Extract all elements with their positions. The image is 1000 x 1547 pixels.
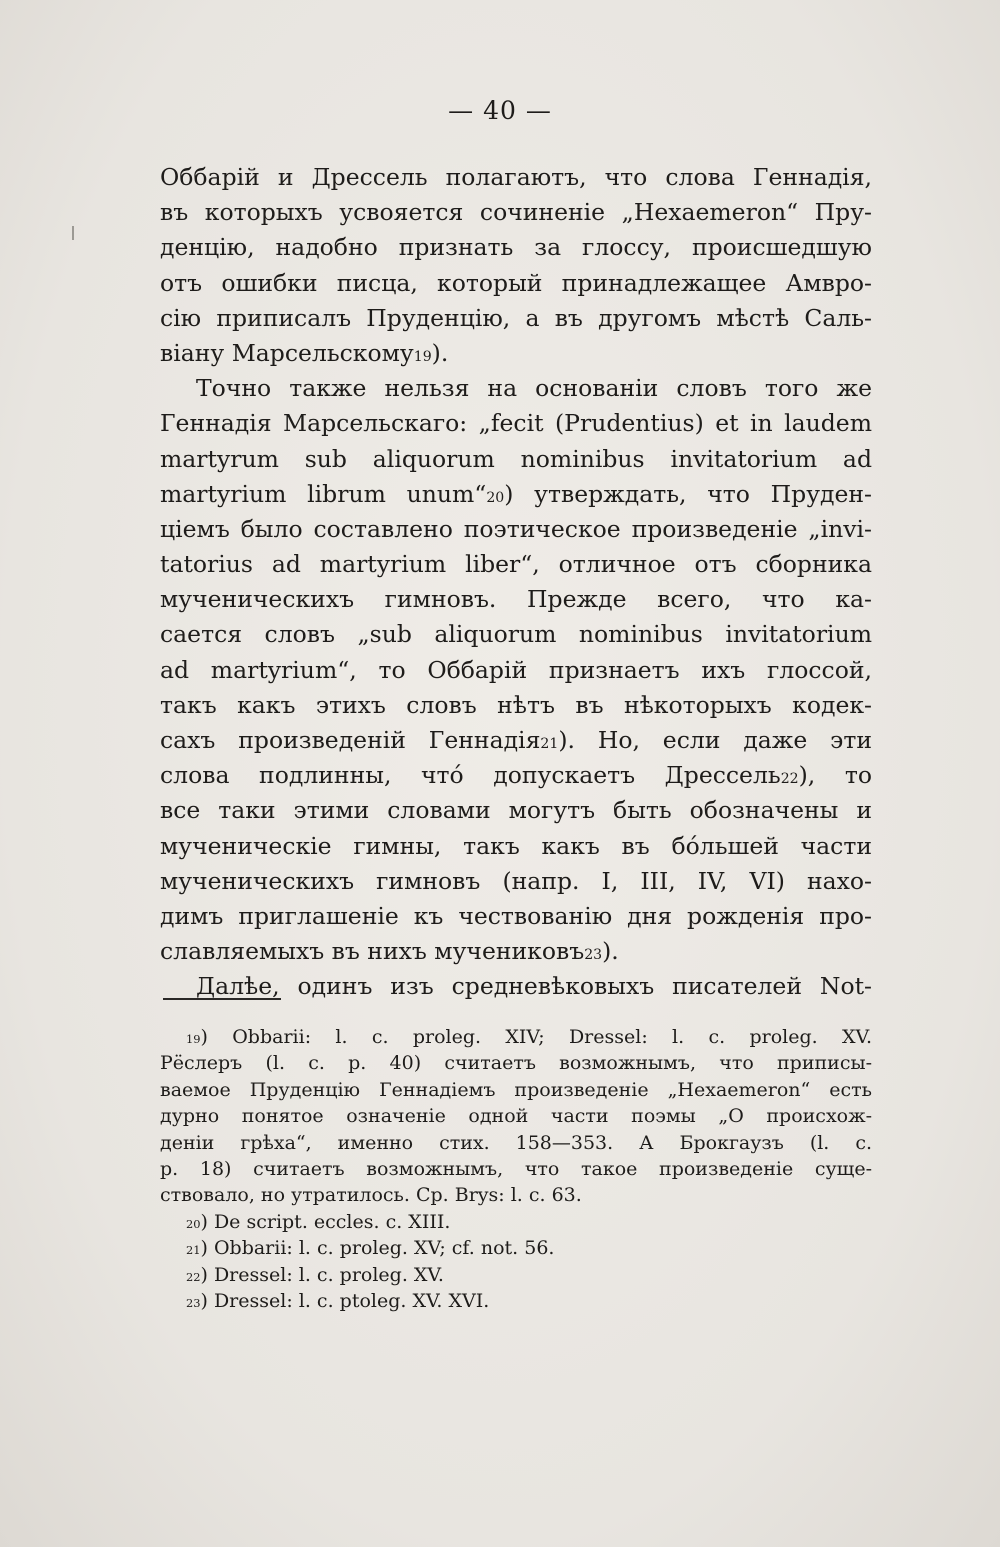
footnote-text: Рёслеръ (l. c. p. 40) считаетъ возможнымъ, что приписы-: [160, 1052, 872, 1075]
footnote-separator: [163, 998, 281, 1000]
text-line: [160, 617, 872, 652]
text-line: [160, 653, 872, 688]
text-line: [160, 547, 872, 582]
text-line-tail: ).: [431, 338, 449, 367]
footnote-line: [160, 1077, 872, 1103]
text-line: [160, 230, 872, 265]
footnote-line: [160, 1235, 872, 1261]
footnote-line: [160, 1182, 872, 1208]
text-line: [160, 195, 872, 230]
footnote-number: 19: [186, 1032, 201, 1046]
footnote-text: дурно понятое означеніе одной части поэмы „О происхож-: [160, 1105, 872, 1128]
footnote-line: [160, 1024, 872, 1050]
text-line-content: димъ приглашеніе къ чествованію дня рожденія про-: [160, 901, 872, 930]
footnote-line: [160, 1209, 872, 1235]
text-line: [160, 899, 872, 934]
text-line: [160, 934, 872, 969]
text-line-content: ціемъ было составлено поэтическое произведеніе „invi-: [160, 514, 872, 543]
margin-mark: [72, 226, 74, 240]
text-line: [160, 758, 872, 793]
text-line-tail: ). Но, если даже эти: [558, 726, 873, 754]
text-line-content: Геннадія Марсельскаго: „fecit (Prudentius) et in laudem: [160, 409, 872, 438]
text-line: [160, 301, 872, 336]
text-line-content: такъ какъ этихъ словъ нѣтъ въ нѣкоторыхъ кодек-: [160, 690, 872, 719]
footnote-line: [160, 1050, 872, 1076]
text-line-content: мученическіе гимны, такъ какъ въ бо́льшей части: [160, 831, 872, 860]
footnote-text: Obbarii: l. c. proleg. XV; cf. not. 56.: [213, 1237, 555, 1260]
footnote-text: Dressel: l. c. ptoleg. XV. XVI.: [213, 1289, 490, 1312]
text-line-content: славляемыхъ въ нихъ мучениковъ: [160, 937, 585, 966]
text-line: [160, 688, 872, 723]
text-line-content: слова подлинны, что́ допускаетъ Дрессель: [160, 761, 781, 790]
text-line-content: Оббарій и Дрессель полагаютъ, что слова Геннадія,: [160, 163, 872, 191]
text-line: [160, 582, 872, 617]
text-line-content: Точно также нельзя на основаніи словъ того же: [196, 374, 872, 403]
footnote-line: [160, 1156, 872, 1182]
footnote-text: ваемое Пруденцію Геннадіемъ произведеніе „Hexaemeron“ есть: [160, 1078, 872, 1101]
footnote-text: De script. eccles. c. XIII.: [213, 1210, 451, 1233]
text-line: [160, 442, 872, 477]
text-line-content: мученическихъ гимновъ. Прежде всего, что ка-: [160, 585, 872, 614]
text-line-content: martyrium librum unum“: [160, 479, 487, 508]
footnote-text: Obbarii: l. c. proleg. XIV; Dressel: l. c. proleg. XV.: [232, 1026, 872, 1048]
text-line-content: сію приписалъ Пруденцію, а въ другомъ мѣстѣ Саль-: [160, 303, 872, 332]
footnote-number: 20: [186, 1216, 201, 1231]
text-line-content: сается словъ „sub aliquorum nominibus invitatorium: [160, 620, 872, 649]
text-line: [160, 793, 872, 828]
text-line-tail: ), то: [798, 761, 872, 790]
footnote-number: 23: [186, 1295, 201, 1310]
footnote-ref: 19: [413, 348, 432, 365]
footnote-text: Dressel: l. c. proleg. XV.: [213, 1263, 444, 1286]
footnote-text: деніи грѣха“, именно стих. 158—353. А Брокгаузъ (l. c.: [160, 1131, 872, 1154]
text-line: [160, 723, 872, 758]
footnote-text: ствовало, но утратилось. Ср. Brys: l. c. 63.: [160, 1184, 582, 1207]
footnotes: [160, 1024, 872, 1314]
footnote-paren: ): [200, 1263, 214, 1286]
page-number: — 40 —: [448, 96, 552, 125]
footnote-paren: ): [200, 1026, 233, 1048]
footnote-ref: 22: [780, 771, 799, 788]
footnote-line: [160, 1103, 872, 1129]
footnote-ref: 21: [540, 736, 559, 752]
footnote-number: 22: [186, 1269, 201, 1284]
text-line-content: денцію, надобно признать за глоссу, происшедшую: [160, 233, 872, 262]
footnote-line: [160, 1262, 872, 1288]
text-line-content: сахъ произведеній Геннадія: [160, 726, 541, 754]
footnote-paren: ): [200, 1210, 214, 1233]
text-line-content: въ которыхъ усвояется сочиненіе „Hexaemeron“ Пру-: [160, 198, 872, 227]
text-line-tail: ) утверждать, что Пруден-: [504, 479, 872, 508]
footnote-ref: 20: [486, 489, 505, 506]
footnote-paren: ): [200, 1237, 214, 1260]
main-text: [160, 160, 872, 1005]
text-line-tail: ).: [602, 937, 619, 966]
text-line: [160, 829, 872, 864]
footnote-number: 21: [186, 1243, 201, 1258]
footnote-text: p. 18) считаетъ возможнымъ, что такое произведеніе суще-: [160, 1157, 872, 1180]
text-line-content: все таки этими словами могутъ быть обозначены и: [160, 796, 872, 825]
text-line-content: ad martyrium“, то Оббарій признаетъ ихъ глоссой,: [160, 655, 872, 684]
text-line-content: tatorius ad martyrium liber“, отличное отъ сборника: [160, 550, 872, 579]
text-line: [160, 371, 872, 406]
text-line: [160, 864, 872, 899]
text-line-content: martyrum sub aliquorum nominibus invitatorium ad: [160, 444, 872, 473]
text-line-content: Далѣе, одинъ изъ средневѣковыхъ писателей Not-: [196, 972, 872, 1001]
text-line-content: отъ ошибки писца, который принадлежащее Амвро-: [160, 268, 872, 297]
footnote-paren: ): [200, 1289, 214, 1312]
text-line: [160, 266, 872, 301]
text-line: [160, 160, 872, 195]
text-line-content: мученическихъ гимновъ (напр. I, III, IV, VI) нахо-: [160, 866, 872, 895]
footnote-ref: 23: [584, 947, 603, 964]
footnote-line: [160, 1130, 872, 1156]
footnote-line: [160, 1288, 872, 1314]
text-line: [160, 336, 872, 371]
text-line: [160, 512, 872, 547]
text-line-content: віану Марсельскому: [160, 338, 414, 367]
text-line: [160, 477, 872, 512]
text-line: [160, 406, 872, 441]
